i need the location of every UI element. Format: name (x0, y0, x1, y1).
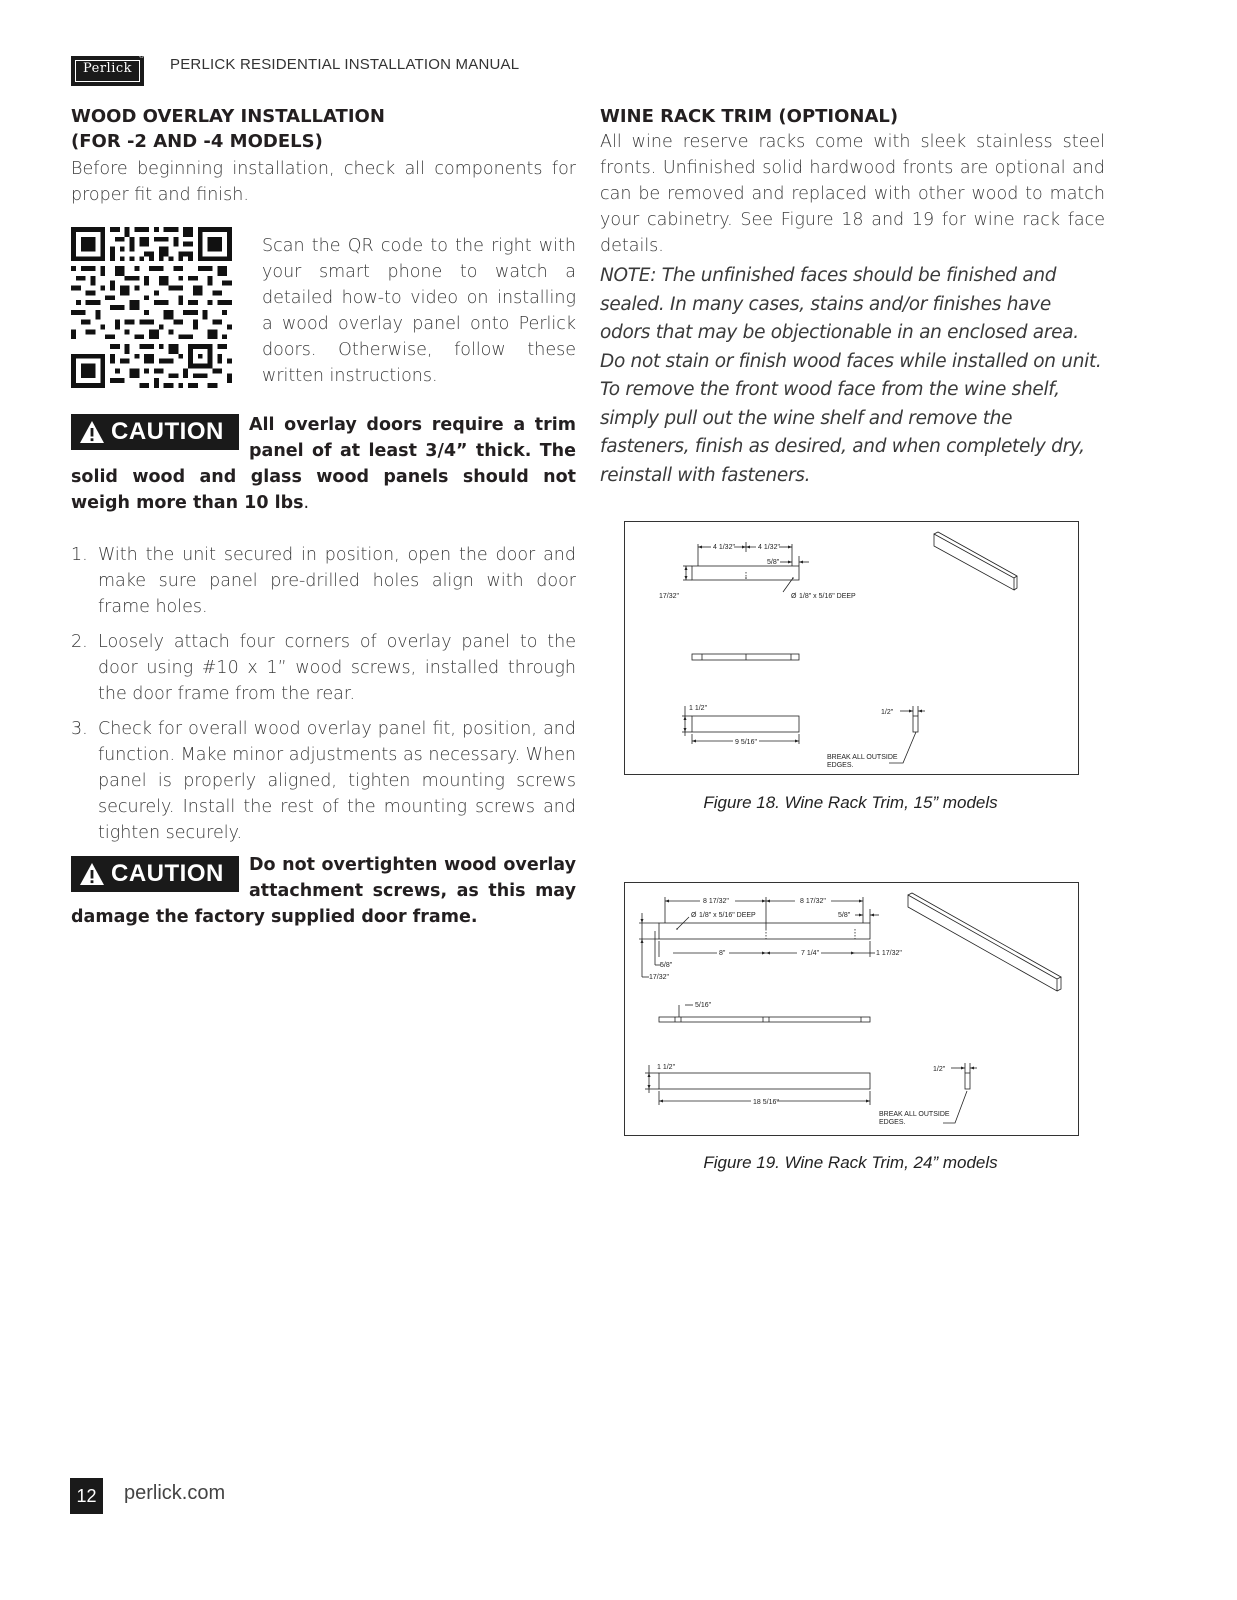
wine-rack-intro: All wine reserve racks come with sleek stainless steel fronts. Unfinished solid hardwood fronts are optional and can be removed and replaced with other wood to match your cabinetry. See Figure 18 and 19 for wine rack face details. (600, 132, 1105, 256)
caution-1-tail: . (303, 493, 310, 513)
heading-line-2: (FOR -2 AND -4 MODELS) (71, 131, 323, 152)
steps-list (71, 542, 576, 855)
dim-label: BREAK ALL OUTSIDE (827, 754, 898, 761)
wine-rack-trim-15-diagram (625, 522, 1078, 774)
dim-label: 18 5/16" (753, 1099, 779, 1106)
qr-instructions: Scan the QR code to the right with your smart phone to watch a detailed how-to video on installing a wood overlay panel onto Perlick doors. Otherwise, follow these written instructions. (262, 236, 576, 386)
dim-label: EDGES. (827, 762, 854, 769)
dim-label: 7 1/4" (801, 950, 820, 957)
list-item: 1. With the unit secured in position, open the door and make sure panel pre-drilled holes align with door frame holes. (71, 545, 576, 617)
logo-text: Perlick (82, 61, 133, 76)
dim-label: 4 1/32" (758, 544, 780, 551)
wine-rack-trim-24-diagram (625, 883, 1078, 1135)
heading-line-1: WOOD OVERLAY INSTALLATION (71, 106, 385, 127)
manual-title: PERLICK RESIDENTIAL INSTALLATION MANUAL (170, 56, 520, 73)
dim-label: 1/8" x 5/16" DEEP (799, 593, 856, 600)
dim-label: 5/8" (767, 559, 780, 566)
dim-label: 8" (719, 950, 726, 957)
dim-label: 5/16" (695, 1002, 712, 1009)
dim-label: 1 17/32" (876, 950, 902, 957)
dim-label: Ø (691, 912, 697, 919)
registered-mark: ® (138, 53, 144, 60)
website-link[interactable]: perlick.com (124, 1482, 226, 1504)
perlick-logo (71, 53, 144, 86)
dim-label: 1/2" (881, 709, 894, 716)
caution-label: CAUTION (111, 860, 224, 887)
caution-label: CAUTION (111, 418, 224, 445)
figure-18-drawing (624, 521, 1079, 775)
dim-label: BREAK ALL OUTSIDE (879, 1111, 950, 1118)
figure-19-caption: Figure 19. Wine Rack Trim, 24” models (703, 1153, 998, 1172)
figure-18-caption: Figure 18. Wine Rack Trim, 15” models (703, 793, 998, 812)
section-heading-wood-overlay (71, 104, 576, 154)
dim-label: EDGES. (879, 1119, 906, 1126)
caution-1-lead: All overlay doors require a trim panel of at least 3/4” thick. The solid wood and glass wood panels should not weigh more than 10 lbs (71, 415, 576, 513)
dim-label: 1 1/2" (657, 1064, 676, 1071)
dim-label: 4 1/32" (713, 544, 735, 551)
figure-19-drawing (624, 882, 1079, 1136)
dim-label: 17/32" (659, 593, 680, 600)
dim-label: 1/2" (933, 1066, 946, 1073)
dim-label: 1 1/2" (689, 705, 708, 712)
intro-paragraph: Before beginning installation, check all components for proper fit and finish. (71, 159, 576, 205)
page-number: 12 (70, 1478, 103, 1514)
dim-label: 5/8" (838, 912, 851, 919)
dim-label: 8 17/32" (800, 898, 826, 905)
caution-text-1 (71, 412, 576, 516)
dim-label: 17/32" (649, 974, 670, 981)
list-item: 2. Loosely attach four corners of overlay panel to the door using #10 x 1” wood screws, installed through the door frame from the rear. (71, 632, 576, 704)
list-item: 3. Check for overall wood overlay panel fit, position, and function. Make minor adjustments as necessary. When panel is properly aligned, tighten mounting screws securely. Install the rest of the mounting screws and tighten securely. (71, 719, 576, 843)
dim-label: 1/8" x 5/16" DEEP (699, 912, 756, 919)
dim-label: 9 5/16" (735, 739, 757, 746)
dim-label: 8 17/32" (703, 898, 729, 905)
section-heading-wine-rack: WINE RACK TRIM (OPTIONAL) (600, 106, 899, 127)
finish-note: NOTE: The unfinished faces should be finished and sealed. In many cases, stains and/or finishes have odors that may be objectionable in an enclosed area. Do not stain or finish wood faces while installed on unit. To remove the front wood face from the wine shelf, simply pull out the wine shelf and remove the fasteners, finish as desired, and when completely dry, reinstall with fasteners. (600, 265, 1102, 486)
dim-label: 5/8" (660, 962, 673, 969)
qr-code-image[interactable] (71, 227, 232, 388)
dim-label: Ø (791, 593, 797, 600)
caution-text-2: Do not overtighten wood overlay attachment screws, as this may damage the factory supplied door frame. (71, 855, 576, 927)
